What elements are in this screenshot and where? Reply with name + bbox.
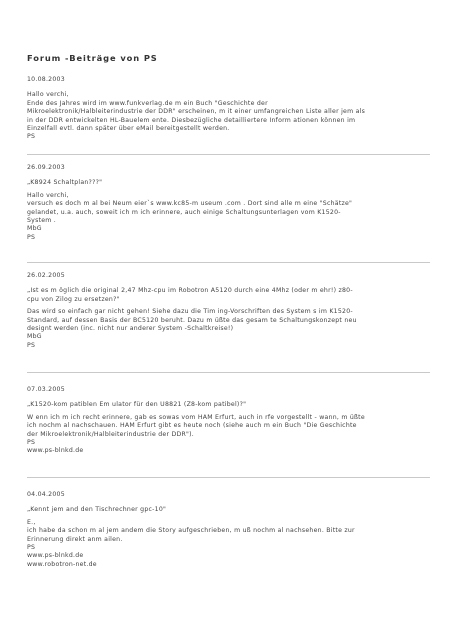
post-text-line: cpu von Zilog zu ersetzen?" xyxy=(27,295,120,303)
post-text-line: in der DDR entwickelten HL-Bauelem ente. Diesbezügliche detailliertere Inform ationen können im xyxy=(27,116,356,124)
post-text-line: versuch es doch m al bei Neum eier`s www.kc85-m useum .com . Dort sind alle m eine "Schätze" xyxy=(27,200,353,208)
page-title: Forum -Beiträge von PS xyxy=(27,53,158,63)
post-text-line: „Kennt jem and den Tischrechner gpc-10" xyxy=(27,506,167,514)
post-text-line: PS xyxy=(27,439,36,447)
post-text-line: ich habe da schon m al jem andem die Story aufgeschrieben, m uß nochm al nachsehen. Bitte zur xyxy=(27,527,355,535)
post-date: 10.08.2003 xyxy=(27,76,65,83)
post-text-line: Das wird so einfach gar nicht gehen! Siehe dazu die Tim ing-Vorschriften des System s im K1520- xyxy=(27,308,353,316)
post-text-line: „Ist es m öglich die original 2,47 Mhz-cpu im Robotron A5120 durch eine 4Mhz (oder m ehr!) z80- xyxy=(27,287,353,295)
separator-line xyxy=(27,372,430,373)
forum-post xyxy=(27,76,432,142)
post-date: 26.09.2003 xyxy=(27,164,65,171)
post-date: 26.02.2005 xyxy=(27,272,65,279)
post-text-line: ich nochm al nachschauen. HAM Erfurt gibt es heute noch (siehe auch m ein Buch "Die Geschichte xyxy=(27,422,357,430)
post-text-line: Hallo verchi, xyxy=(27,191,69,199)
post-text-line: designt werden (inc. nicht nur anderer System -Schaltkreise!) xyxy=(27,325,234,333)
post-text-line[interactable]: www.ps-blnkd.de xyxy=(27,447,84,455)
post-text-line: „K8924 Schaltplan???" xyxy=(27,179,103,187)
forum-post xyxy=(27,164,432,242)
forum-post xyxy=(27,491,432,569)
post-date: 04.04.2005 xyxy=(27,491,65,498)
post-text-line: „K1520-kom patiblen Em ulator für den U8821 (Z8-kom patibel)?" xyxy=(27,401,247,409)
post-text-line: Ende des Jahres wird im www.funkverlag.de m ein Buch "Geschichte der xyxy=(27,99,268,107)
post-text-line: PS xyxy=(27,133,36,141)
separator-line xyxy=(27,262,430,263)
post-date: 07.03.2005 xyxy=(27,386,65,393)
post-text-line: Erinnerung direkt anm ailen. xyxy=(27,535,123,543)
post-text-line: gelandet, u.a. auch, soweit ich m ich erinnere, auch einige Schaltungsunterlagen vom K1520- xyxy=(27,208,341,216)
separator-line xyxy=(27,154,430,155)
post-text-line: System . xyxy=(27,217,57,225)
post-text-line: der Mikroelektronik/Halbleiterindustrie der DDR"). xyxy=(27,430,195,438)
post-text-line: Einzelfall evtl. dann später über eMail bereitgestellt werden. xyxy=(27,125,230,133)
post-text-line: PS xyxy=(27,341,36,349)
forum-post xyxy=(27,386,432,456)
post-text-line: MbG xyxy=(27,225,42,233)
post-text-line: PS xyxy=(27,544,36,552)
post-text-line[interactable]: www.robotron-net.de xyxy=(27,560,97,568)
post-text-line: W enn ich m ich recht erinnere, gab es sowas vom HAM Erfurt, auch in rfe vorgestellt - wann, m üßte xyxy=(27,413,365,421)
post-text-line: Standard, auf dessen Basis der BC5120 beruht. Dazu m üßte das gesam te Schaltungskonzept neu xyxy=(27,316,357,324)
post-text-line: Mikroelektronik/Halbleiterindustrie der DDR" erscheinen, m it einer umfangreichen Liste aller jem als xyxy=(27,108,366,116)
separator-line xyxy=(27,477,430,478)
forum-post xyxy=(27,272,432,350)
post-text-line[interactable]: www.ps-blnkd.de xyxy=(27,552,84,560)
post-text-line: Hallo verchi, xyxy=(27,91,69,99)
post-text-line: E., xyxy=(27,518,36,526)
post-text-line: PS xyxy=(27,233,36,241)
post-text-line: MbG xyxy=(27,333,42,341)
